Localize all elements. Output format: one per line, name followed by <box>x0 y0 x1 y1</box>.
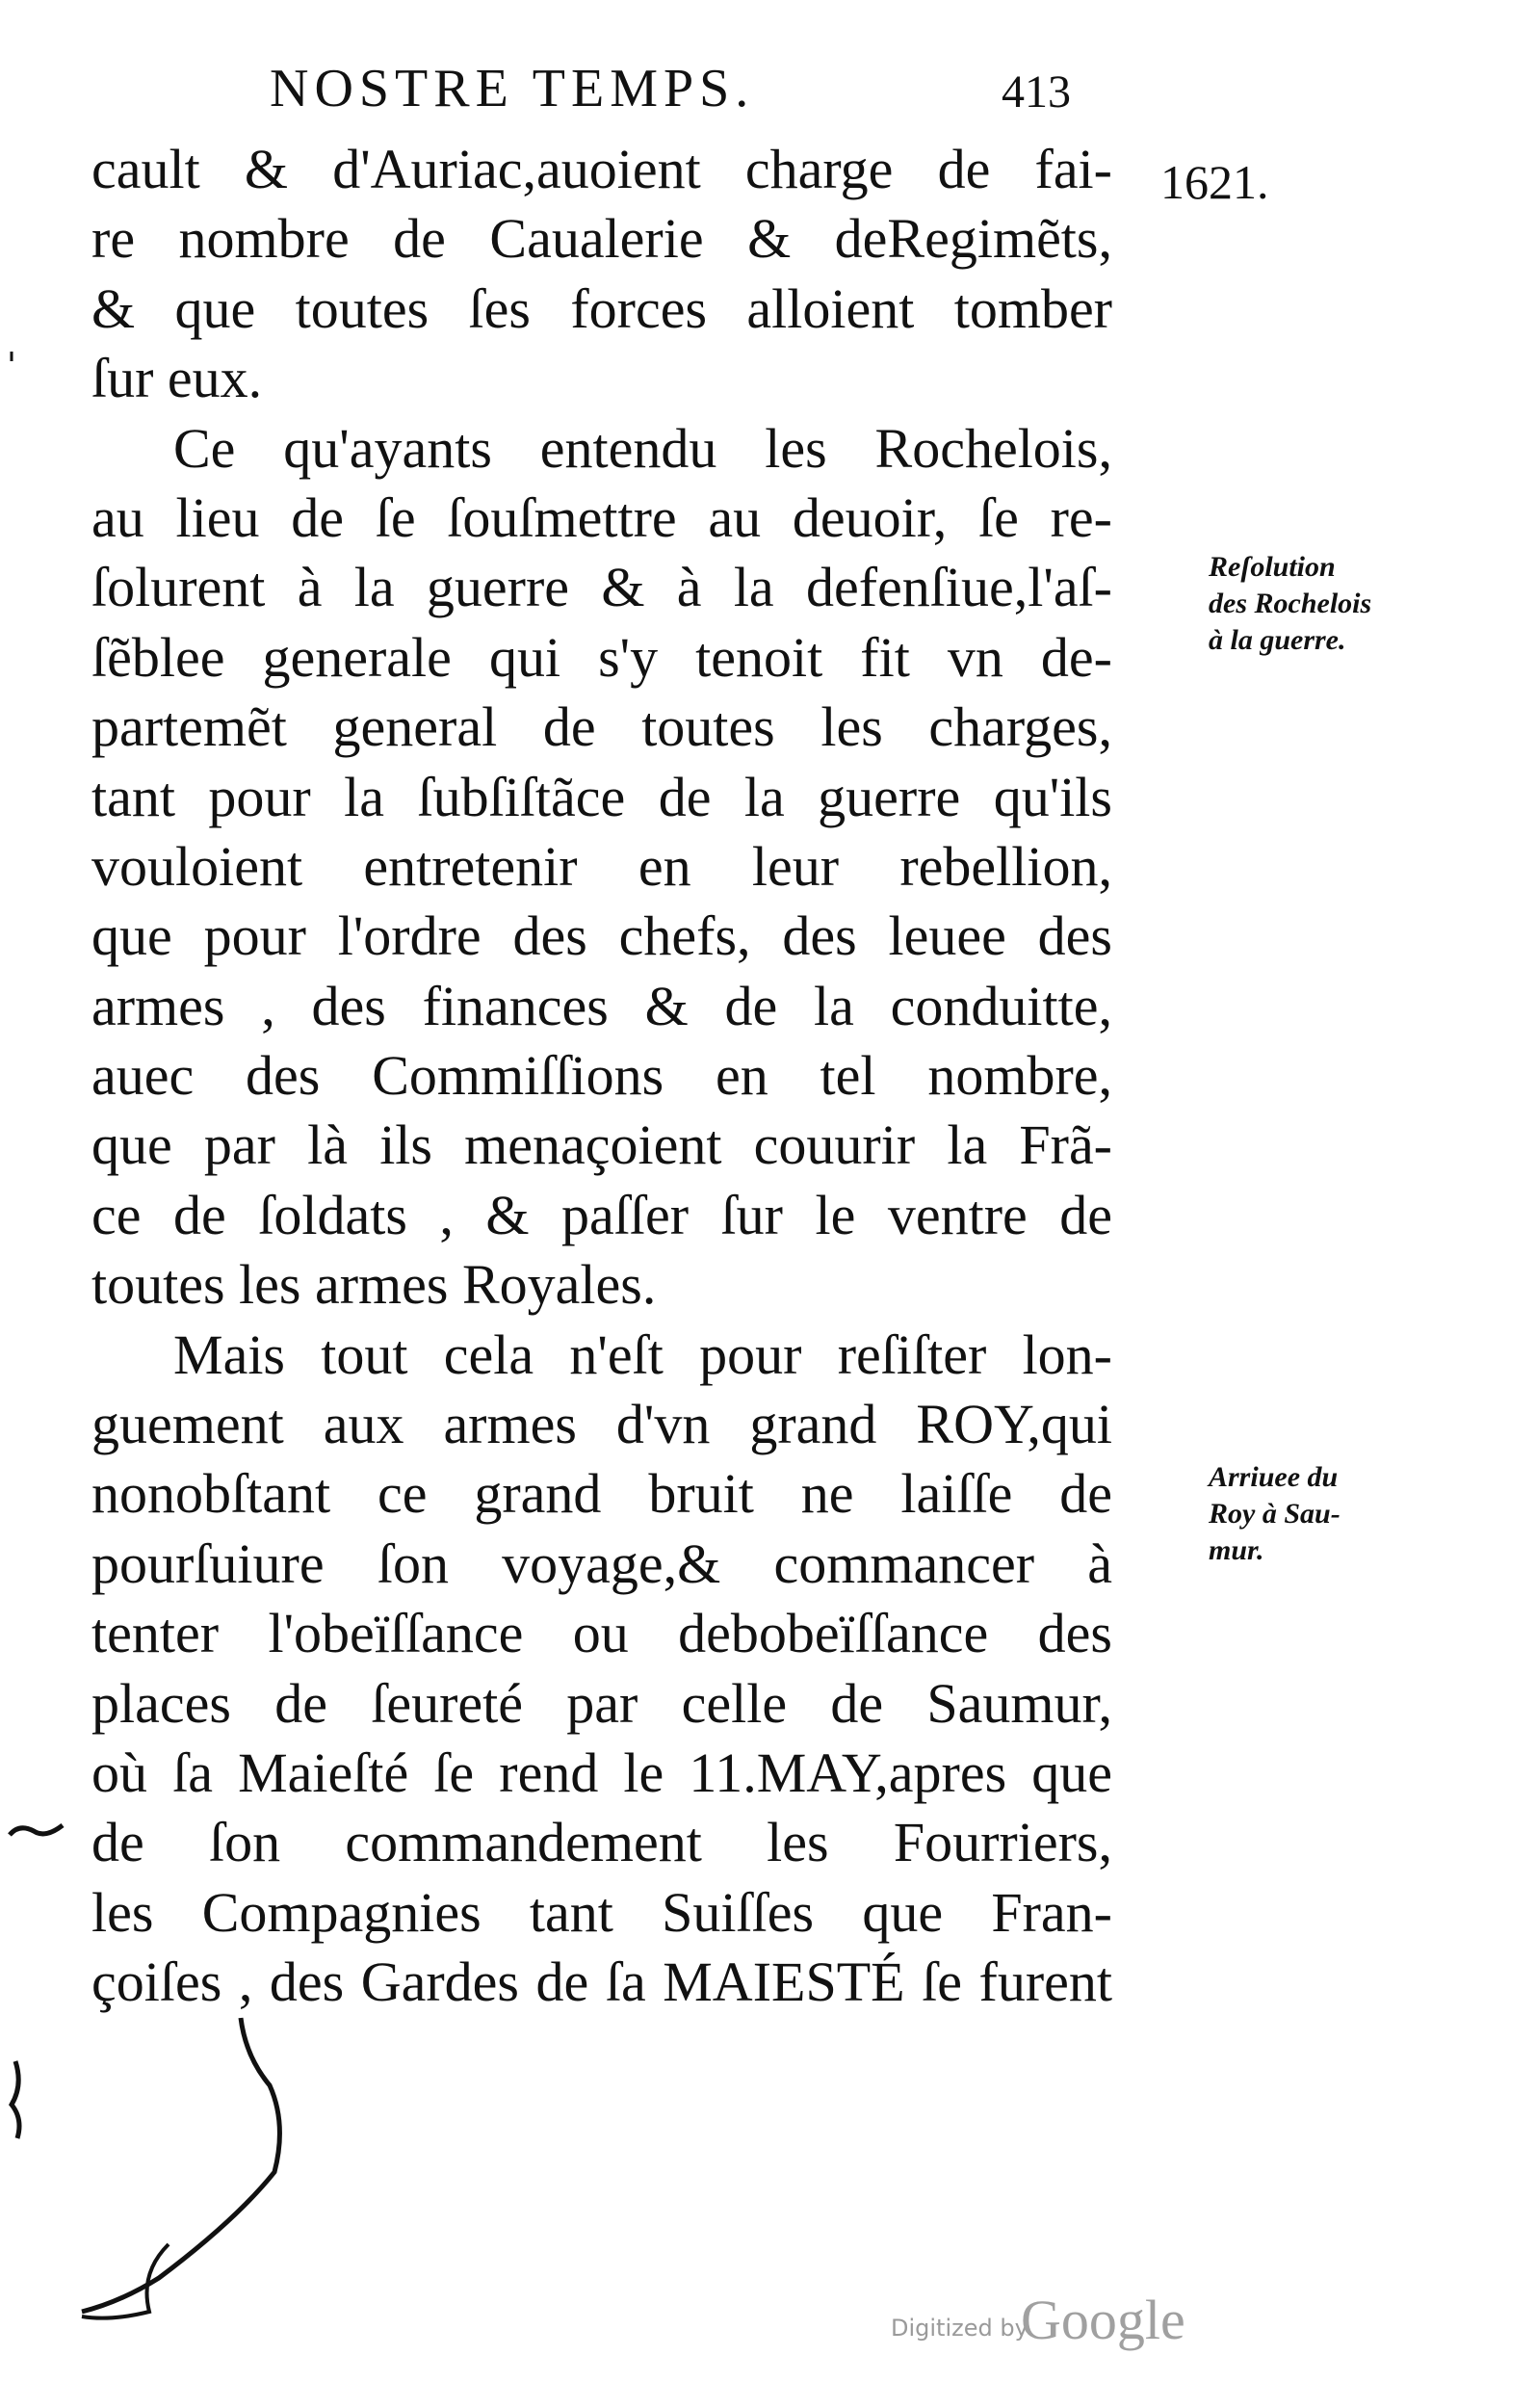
running-title: NOSTRE TEMPS. <box>270 59 755 118</box>
text-line: que par là ils menaçoient couurir la Frã- <box>91 1113 1112 1177</box>
scribble-stroke <box>12 2061 19 2138</box>
margin-note-line: des Rochelois <box>1209 588 1372 619</box>
text-line: où ſa Maieſté ſe rend le 11.MAY,apres que <box>91 1741 1112 1804</box>
text-line: cault & d'Auriac,auoient charge de fai- <box>91 138 1112 200</box>
text-line: Mais tout cela n'eſt pour reſiſter lon- <box>173 1322 1112 1386</box>
text-line: les Compagnies tant Suiſſes que Fran- <box>91 1880 1112 1944</box>
digitized-by-label: Digitized by <box>891 2315 1028 2342</box>
text-line: çoiſes , des Gardes de ſa MAIESTÉ ſe furent <box>91 1950 1112 2014</box>
text-line: nonobſtant ce grand bruit ne laiſſe de <box>91 1462 1112 1526</box>
page-number: 413 <box>1002 66 1071 118</box>
page-header <box>260 58 1127 135</box>
margin-note-line: Arriuee du <box>1209 1461 1339 1493</box>
margin-note-line: Roy à Sau- <box>1209 1498 1341 1530</box>
text-line: de ſon commandement les Fourriers, <box>91 1811 1112 1874</box>
text-line: pourſuiure ſon voyage,& commancer à <box>91 1531 1112 1595</box>
text-line: Ce qu'ayants entendu les Rochelois, <box>173 416 1112 480</box>
digitization-watermark <box>891 2288 1218 2355</box>
text-line: ſẽblee generale qui s'y tenoit fit vn de- <box>91 625 1112 689</box>
scribble-stroke <box>10 1825 63 1835</box>
text-line: vouloient entretenir en leur rebellion, <box>91 834 1112 898</box>
text-line: & que toutes ſes forces alloient tomber <box>91 276 1112 340</box>
margin-year: 1621. <box>1160 155 1269 209</box>
margin-note-line: à la guerre. <box>1209 624 1346 656</box>
text-line: guement aux armes d'vn grand ROY,qui <box>91 1393 1112 1456</box>
margin-note-line: Reſolution <box>1209 551 1336 583</box>
text-line: tenter l'obeïſſance ou debobeïſſance des <box>91 1602 1112 1665</box>
text-line: places de ſeureté par celle de Saumur, <box>91 1671 1112 1735</box>
text-line: re nombre de Caualerie & deRegimẽts, <box>91 207 1112 271</box>
text-line: armes , des finances & de la conduitte, <box>91 974 1112 1037</box>
text-line: que pour l'ordre des chefs, des leuee des <box>91 904 1112 968</box>
text-line: auec des Commiſſions en tel nombre, <box>91 1044 1112 1108</box>
text-line: toutes les armes Royales. <box>91 1253 657 1317</box>
margin-note-arrival <box>1209 1459 1459 1569</box>
text-line: ſolurent à la guerre & à la defenſiue,l'aſ- <box>91 556 1112 619</box>
google-logo: Google <box>1021 2289 1185 2351</box>
text-line: ſur eux. <box>91 347 263 410</box>
scribble-stroke <box>82 2018 279 2312</box>
margin-note-line: mur. <box>1209 1534 1264 1566</box>
scribble-stroke <box>82 2244 169 2318</box>
text-line: partemẽt general de toutes les charges, <box>91 695 1112 759</box>
text-line: tant pour la ſubſiſtãce de la guerre qu'ils <box>91 765 1112 828</box>
margin-note-resolution <box>1209 549 1459 659</box>
text-line: au lieu de ſe ſouſmettre au deuoir, ſe re- <box>91 485 1112 549</box>
text-line: ce de ſoldats , & paſſer ſur le ventre de <box>91 1183 1112 1246</box>
